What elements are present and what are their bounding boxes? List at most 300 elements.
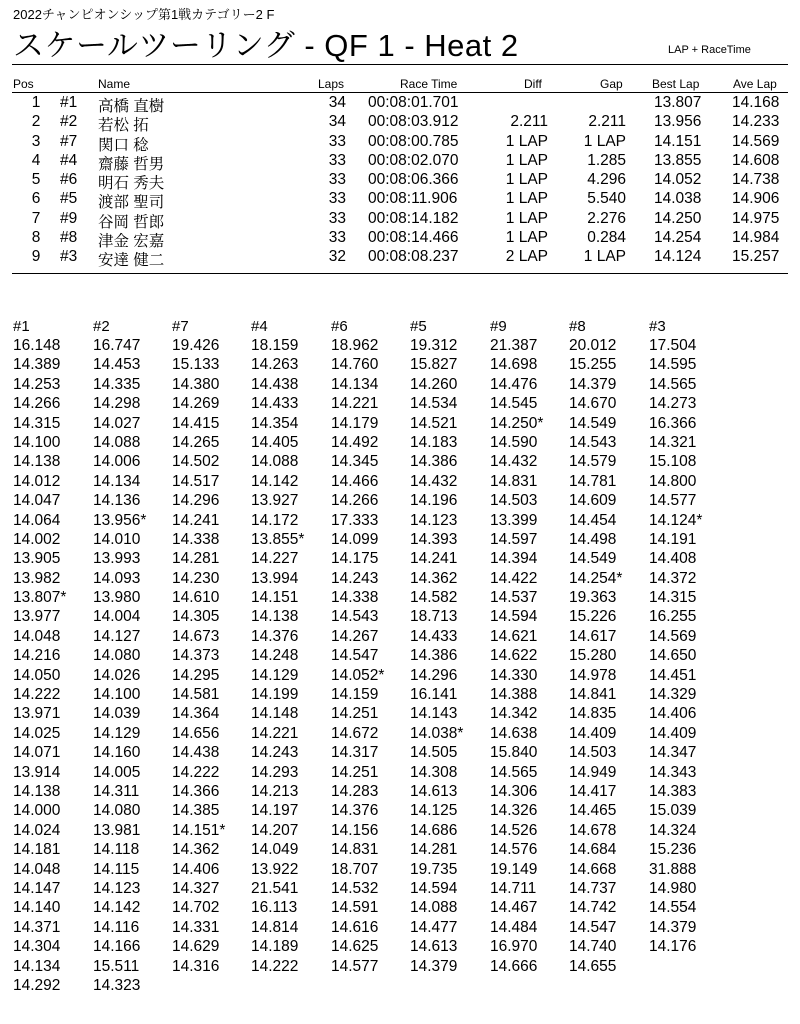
result-best-lap: 14.038 — [654, 190, 702, 208]
result-diff: 1 LAP — [505, 190, 548, 208]
col-diff-header: Diff — [524, 77, 542, 91]
result-driver-name: 渡部 聖司 — [98, 194, 165, 212]
lap-time: 14.625 — [331, 938, 379, 956]
result-pos: 3 — [31, 132, 41, 150]
lap-time: 14.554 — [649, 899, 697, 917]
lap-time: 14.251 — [331, 705, 379, 723]
lap-time: 14.362 — [410, 569, 458, 587]
lap-time: 14.595 — [649, 356, 697, 374]
result-driver-name: 齋藤 哲男 — [98, 155, 165, 173]
lap-column — [93, 318, 146, 995]
lap-time: 14.610 — [172, 589, 220, 607]
lap-time: 16.366 — [649, 414, 697, 432]
lap-time: 14.049 — [251, 841, 299, 859]
lap-time: 14.134 — [13, 957, 61, 975]
lap-time: 14.505 — [410, 744, 458, 762]
lap-time: 14.621 — [490, 627, 538, 645]
lap-time: 14.012 — [13, 472, 61, 490]
result-row — [0, 210, 800, 229]
lap-time: 14.263 — [251, 356, 299, 374]
lap-time: 14.711 — [490, 879, 537, 897]
lap-time: 14.379 — [569, 375, 617, 393]
result-diff: 1 LAP — [505, 209, 548, 227]
lap-time: 14.024 — [13, 821, 61, 839]
lap-time: 14.668 — [569, 860, 617, 878]
lap-time: 14.038* — [410, 724, 464, 742]
lap-time: 14.534 — [410, 395, 458, 413]
result-gap: 1 LAP — [583, 248, 626, 266]
lap-time: 14.080 — [93, 802, 141, 820]
lap-time: 14.253 — [13, 375, 61, 393]
lap-time: 13.922 — [251, 860, 299, 878]
lap-time: 18.707 — [331, 860, 379, 878]
lap-time: 15.226 — [569, 608, 617, 626]
lap-time: 14.521 — [410, 414, 458, 432]
lap-time: 14.477 — [410, 918, 458, 936]
lap-time: 14.088 — [251, 453, 299, 471]
lap-time: 14.616 — [331, 918, 379, 936]
lap-time: 14.417 — [569, 782, 617, 800]
lap-time: 14.221 — [331, 395, 379, 413]
lap-time: 14.831 — [490, 472, 538, 490]
lap-time: 14.315 — [649, 589, 697, 607]
lap-time: 14.678 — [569, 821, 617, 839]
lap-time: 14.331 — [172, 918, 220, 936]
lap-time: 14.000 — [13, 802, 61, 820]
lap-time: 14.330 — [490, 666, 538, 684]
lap-time: 14.093 — [93, 569, 141, 587]
lap-time: 14.740 — [569, 938, 617, 956]
lap-time: 14.686 — [410, 821, 458, 839]
result-ave-lap: 14.168 — [732, 94, 780, 111]
lap-time: 14.088 — [410, 899, 458, 917]
lap-time: 15.280 — [569, 647, 617, 665]
result-car-number: #2 — [60, 113, 78, 131]
lap-time: 14.129 — [251, 666, 299, 684]
result-best-lap: 14.254 — [654, 229, 702, 247]
lap-time: 14.267 — [331, 627, 379, 645]
col-bestlap-header: Best Lap — [652, 77, 700, 91]
result-race-time: 00:08:02.070 — [368, 151, 459, 169]
lap-time: 14.296 — [410, 666, 458, 684]
report-title: スケールツーリング - QF 1 - Heat 2 — [13, 28, 519, 63]
lap-time: 16.255 — [649, 608, 697, 626]
lap-time: 14.335 — [93, 375, 141, 393]
lap-time: 14.321 — [649, 433, 697, 451]
lap-time: 14.250* — [490, 414, 544, 432]
result-car-number: #4 — [60, 151, 78, 169]
result-gap: 4.296 — [587, 171, 626, 189]
result-laps: 33 — [328, 171, 346, 189]
lap-time: 15.255 — [569, 356, 617, 374]
lap-time: 16.747 — [93, 337, 141, 354]
lap-time: 14.160 — [93, 744, 141, 762]
result-pos: 6 — [31, 190, 41, 208]
lap-time: 14.422 — [490, 569, 538, 587]
lap-time: 14.143 — [410, 705, 458, 723]
lap-time: 14.383 — [649, 782, 697, 800]
result-race-time: 00:08:00.785 — [368, 132, 459, 150]
col-avelap-header: Ave Lap — [733, 77, 777, 91]
lap-time: 16.148 — [13, 337, 61, 354]
lap-time: 14.123 — [93, 879, 141, 897]
report-type-label: LAP + RaceTime — [668, 44, 751, 56]
lap-time: 14.503 — [490, 492, 538, 510]
result-ave-lap: 14.975 — [732, 209, 780, 227]
results-header — [0, 77, 800, 93]
result-laps: 33 — [328, 132, 346, 150]
lap-time: 14.385 — [172, 802, 220, 820]
lap-time: 14.326 — [490, 802, 538, 820]
lap-time: 14.124* — [649, 511, 703, 529]
lap-time: 14.134 — [93, 472, 141, 490]
results-bottom-divider — [12, 273, 788, 274]
result-laps: 33 — [328, 229, 346, 247]
result-pos: 9 — [31, 248, 41, 266]
lap-time: 14.265 — [172, 433, 220, 451]
lap-time: 14.393 — [410, 530, 458, 548]
result-best-lap: 14.124 — [654, 248, 702, 266]
lap-column-driver: #2 — [93, 318, 110, 335]
lap-column-driver: #4 — [251, 318, 268, 335]
lap-time: 14.354 — [251, 414, 299, 432]
lap-time: 14.582 — [410, 589, 458, 607]
lap-time: 13.914 — [13, 763, 61, 781]
lap-time: 14.502 — [172, 453, 220, 471]
lap-time: 14.594 — [490, 608, 538, 626]
lap-time: 14.409 — [649, 724, 697, 742]
lap-time: 14.379 — [649, 918, 697, 936]
lap-time: 14.241 — [410, 550, 458, 568]
lap-time: 14.298 — [93, 395, 141, 413]
lap-time: 14.406 — [649, 705, 697, 723]
result-car-number: #1 — [60, 94, 78, 111]
result-best-lap: 13.855 — [654, 151, 702, 169]
lap-time: 18.962 — [331, 337, 379, 354]
lap-time: 15.039 — [649, 802, 697, 820]
lap-time: 14.394 — [490, 550, 538, 568]
lap-time: 14.269 — [172, 395, 220, 413]
lap-time: 14.835 — [569, 705, 617, 723]
lap-time: 14.345 — [331, 453, 379, 471]
lap-time: 14.702 — [172, 899, 220, 917]
lap-time: 14.386 — [410, 453, 458, 471]
result-driver-name: 谷岡 哲郎 — [98, 213, 165, 231]
lap-time: 14.389 — [13, 356, 61, 374]
lap-time: 14.317 — [331, 744, 379, 762]
lap-time: 14.216 — [13, 647, 61, 665]
lap-time: 14.338 — [331, 589, 379, 607]
lap-time: 14.376 — [331, 802, 379, 820]
lap-time: 14.476 — [490, 375, 538, 393]
lap-time: 14.594 — [410, 879, 458, 897]
lap-time: 14.638 — [490, 724, 538, 742]
lap-time: 14.064 — [13, 511, 61, 529]
lap-time: 14.581 — [172, 686, 220, 704]
lap-column — [490, 318, 543, 976]
lap-time: 14.196 — [410, 492, 458, 510]
result-ave-lap: 14.984 — [732, 229, 780, 247]
result-pos: 4 — [31, 151, 41, 169]
lap-time: 14.306 — [490, 782, 538, 800]
result-race-time: 00:08:08.237 — [368, 248, 459, 266]
lap-time: 14.324 — [649, 821, 697, 839]
result-best-lap: 13.807 — [654, 94, 702, 111]
result-car-number: #3 — [60, 248, 78, 266]
lap-column-driver: #3 — [649, 318, 666, 335]
lap-time: 14.549 — [569, 550, 617, 568]
lap-time: 14.650 — [649, 647, 697, 665]
lap-time: 14.293 — [251, 763, 299, 781]
lap-time: 14.537 — [490, 589, 538, 607]
lap-time: 14.050 — [13, 666, 61, 684]
result-best-lap: 14.250 — [654, 209, 702, 227]
lap-time: 14.543 — [331, 608, 379, 626]
lap-time: 14.577 — [331, 957, 379, 975]
lap-time: 14.409 — [569, 724, 617, 742]
lap-time: 13.994 — [251, 569, 299, 587]
lap-time: 14.316 — [172, 957, 220, 975]
lap-time: 14.292 — [13, 976, 61, 994]
lap-time: 14.565 — [649, 375, 697, 393]
lap-time: 14.088 — [93, 433, 141, 451]
lap-time: 14.590 — [490, 433, 538, 451]
result-pos: 8 — [31, 229, 41, 247]
lap-time: 14.629 — [172, 938, 220, 956]
lap-time: 14.609 — [569, 492, 617, 510]
result-row — [0, 171, 800, 193]
lap-time: 14.666 — [490, 957, 538, 975]
lap-time: 14.338 — [172, 530, 220, 548]
lap-time: 13.927 — [251, 492, 299, 510]
lap-time: 14.406 — [172, 860, 220, 878]
lap-time: 14.467 — [490, 899, 538, 917]
lap-time: 14.080 — [93, 647, 141, 665]
result-best-lap: 14.151 — [654, 132, 702, 150]
result-ave-lap: 15.257 — [732, 248, 780, 266]
lap-time: 14.002 — [13, 530, 61, 548]
result-car-number: #7 — [60, 132, 78, 150]
lap-column — [13, 318, 66, 995]
lap-column-driver: #5 — [410, 318, 427, 335]
lap-time: 14.281 — [172, 550, 220, 568]
lap-time: 14.613 — [410, 782, 458, 800]
lap-time: 14.433 — [251, 395, 299, 413]
lap-time: 14.047 — [13, 492, 61, 510]
lap-time: 14.742 — [569, 899, 617, 917]
lap-time: 19.735 — [410, 860, 458, 878]
result-pos: 7 — [31, 209, 41, 227]
result-diff: 1 LAP — [505, 132, 548, 150]
lap-time: 13.981 — [93, 821, 141, 839]
report-subtitle: 2022チャンピオンシップ第1戦カテゴリー2 F — [13, 7, 275, 22]
lap-time: 14.760 — [331, 356, 379, 374]
lap-time: 14.579 — [569, 453, 617, 471]
lap-time: 14.136 — [93, 492, 141, 510]
result-gap: 1.285 — [587, 151, 626, 169]
lap-time: 14.251 — [331, 763, 379, 781]
lap-time: 14.372 — [649, 569, 697, 587]
result-diff: 1 LAP — [505, 229, 548, 247]
lap-time: 17.333 — [331, 511, 379, 529]
result-car-number: #6 — [60, 171, 78, 189]
lap-time: 14.323 — [93, 976, 141, 994]
col-racetime-header: Race Time — [400, 77, 458, 91]
lap-time: 14.181 — [13, 841, 61, 859]
lap-time: 14.273 — [649, 395, 697, 413]
lap-time: 14.379 — [410, 957, 458, 975]
result-driver-name: 若松 拓 — [98, 117, 149, 135]
lap-time: 14.498 — [569, 530, 617, 548]
lap-time: 14.183 — [410, 433, 458, 451]
lap-time: 14.308 — [410, 763, 458, 781]
lap-time: 14.189 — [251, 938, 299, 956]
result-row — [0, 94, 800, 113]
lap-time: 18.713 — [410, 608, 458, 626]
lap-time: 14.048 — [13, 860, 61, 878]
lap-time: 14.484 — [490, 918, 538, 936]
result-car-number: #5 — [60, 190, 78, 208]
lap-time: 14.655 — [569, 957, 617, 975]
lap-time: 13.980 — [93, 589, 141, 607]
lap-time: 14.433 — [410, 627, 458, 645]
lap-time: 14.254* — [569, 569, 623, 587]
result-car-number: #9 — [60, 209, 78, 227]
lap-time: 14.241 — [172, 511, 220, 529]
lap-time: 13.993 — [93, 550, 141, 568]
result-ave-lap: 14.738 — [732, 171, 780, 189]
lap-time: 13.905 — [13, 550, 61, 568]
lap-time: 14.656 — [172, 724, 220, 742]
lap-time: 15.511 — [93, 957, 140, 975]
lap-time: 14.831 — [331, 841, 379, 859]
result-row — [0, 133, 800, 152]
lap-column-driver: #6 — [331, 318, 348, 335]
result-ave-lap: 14.906 — [732, 190, 780, 208]
lap-time: 14.248 — [251, 647, 299, 665]
result-pos: 2 — [31, 113, 41, 131]
lap-time: 14.622 — [490, 647, 538, 665]
lap-time: 14.343 — [649, 763, 697, 781]
col-pos-header: Pos — [13, 77, 34, 91]
col-gap-header: Gap — [600, 77, 623, 91]
lap-time: 14.138 — [13, 782, 61, 800]
lap-time: 14.978 — [569, 666, 617, 684]
lap-time: 14.373 — [172, 647, 220, 665]
lap-column-driver: #8 — [569, 318, 586, 335]
lap-time: 14.432 — [490, 453, 538, 471]
lap-time: 13.807* — [13, 589, 67, 607]
lap-time: 14.673 — [172, 627, 220, 645]
result-row — [0, 229, 800, 251]
result-race-time: 00:08:01.701 — [368, 94, 459, 111]
lap-time: 14.453 — [93, 356, 141, 374]
result-driver-name: 津金 宏嘉 — [98, 233, 165, 251]
lap-time: 14.148 — [251, 705, 299, 723]
result-laps: 34 — [328, 113, 346, 131]
lap-time: 14.532 — [331, 879, 379, 897]
lap-time: 14.221 — [251, 724, 299, 742]
lap-time: 14.327 — [172, 879, 220, 897]
lap-time: 14.547 — [331, 647, 379, 665]
result-row — [0, 113, 800, 135]
lap-column — [410, 318, 463, 976]
lap-column — [172, 318, 225, 976]
lap-time: 18.159 — [251, 337, 299, 354]
lap-column-driver: #1 — [13, 318, 30, 335]
lap-time: 14.526 — [490, 821, 538, 839]
lap-time: 14.048 — [13, 627, 61, 645]
result-diff: 2.211 — [510, 113, 548, 131]
col-name-header: Name — [98, 77, 131, 91]
lap-time: 14.492 — [331, 433, 379, 451]
lap-time: 14.213 — [251, 782, 299, 800]
lap-time: 14.142 — [251, 472, 299, 490]
lap-time: 14.099 — [331, 530, 379, 548]
lap-time: 14.159 — [331, 686, 379, 704]
lap-time: 14.451 — [649, 666, 697, 684]
lap-time: 14.569 — [649, 627, 697, 645]
result-ave-lap: 14.233 — [732, 113, 780, 131]
lap-time: 14.179 — [331, 414, 379, 432]
result-race-time: 00:08:06.366 — [368, 171, 459, 189]
lap-time: 14.243 — [331, 569, 379, 587]
lap-column — [569, 318, 622, 976]
lap-time: 14.266 — [13, 395, 61, 413]
lap-time: 14.362 — [172, 841, 220, 859]
lap-time: 19.149 — [490, 860, 538, 878]
lap-time: 14.415 — [172, 414, 220, 432]
lap-time: 14.100 — [93, 686, 141, 704]
lap-time: 14.295 — [172, 666, 220, 684]
lap-time: 14.025 — [13, 724, 61, 742]
lap-time: 13.855* — [251, 530, 305, 548]
lap-column-driver: #7 — [172, 318, 189, 335]
result-best-lap: 14.052 — [654, 171, 702, 189]
lap-time: 14.698 — [490, 356, 538, 374]
lap-time: 14.151* — [172, 821, 226, 839]
lap-time: 14.243 — [251, 744, 299, 762]
result-diff: 1 LAP — [505, 171, 548, 189]
lap-time: 14.814 — [251, 918, 299, 936]
lap-time: 14.172 — [251, 511, 299, 529]
lap-time: 15.133 — [172, 356, 220, 374]
lap-time: 14.376 — [251, 627, 299, 645]
lap-time: 14.304 — [13, 938, 61, 956]
lap-time: 14.684 — [569, 841, 617, 859]
lap-time: 15.827 — [410, 356, 458, 374]
lap-time: 14.737 — [569, 879, 617, 897]
lap-time: 14.980 — [649, 879, 697, 897]
lap-time: 14.026 — [93, 666, 141, 684]
lap-time: 14.156 — [331, 821, 379, 839]
lap-time: 14.517 — [172, 472, 220, 490]
lap-time: 14.006 — [93, 453, 141, 471]
lap-time: 14.142 — [93, 899, 141, 917]
lap-time: 14.380 — [172, 375, 220, 393]
lap-time: 14.227 — [251, 550, 299, 568]
lap-time: 15.108 — [649, 453, 697, 471]
result-pos: 5 — [31, 171, 41, 189]
lap-time: 14.230 — [172, 569, 220, 587]
lap-time: 14.138 — [13, 453, 61, 471]
result-pos: 1 — [31, 94, 41, 111]
lap-time: 21.541 — [251, 879, 299, 897]
result-row — [0, 190, 800, 212]
lap-time: 14.408 — [649, 550, 697, 568]
lap-time: 14.841 — [569, 686, 617, 704]
lap-time: 14.311 — [93, 782, 140, 800]
